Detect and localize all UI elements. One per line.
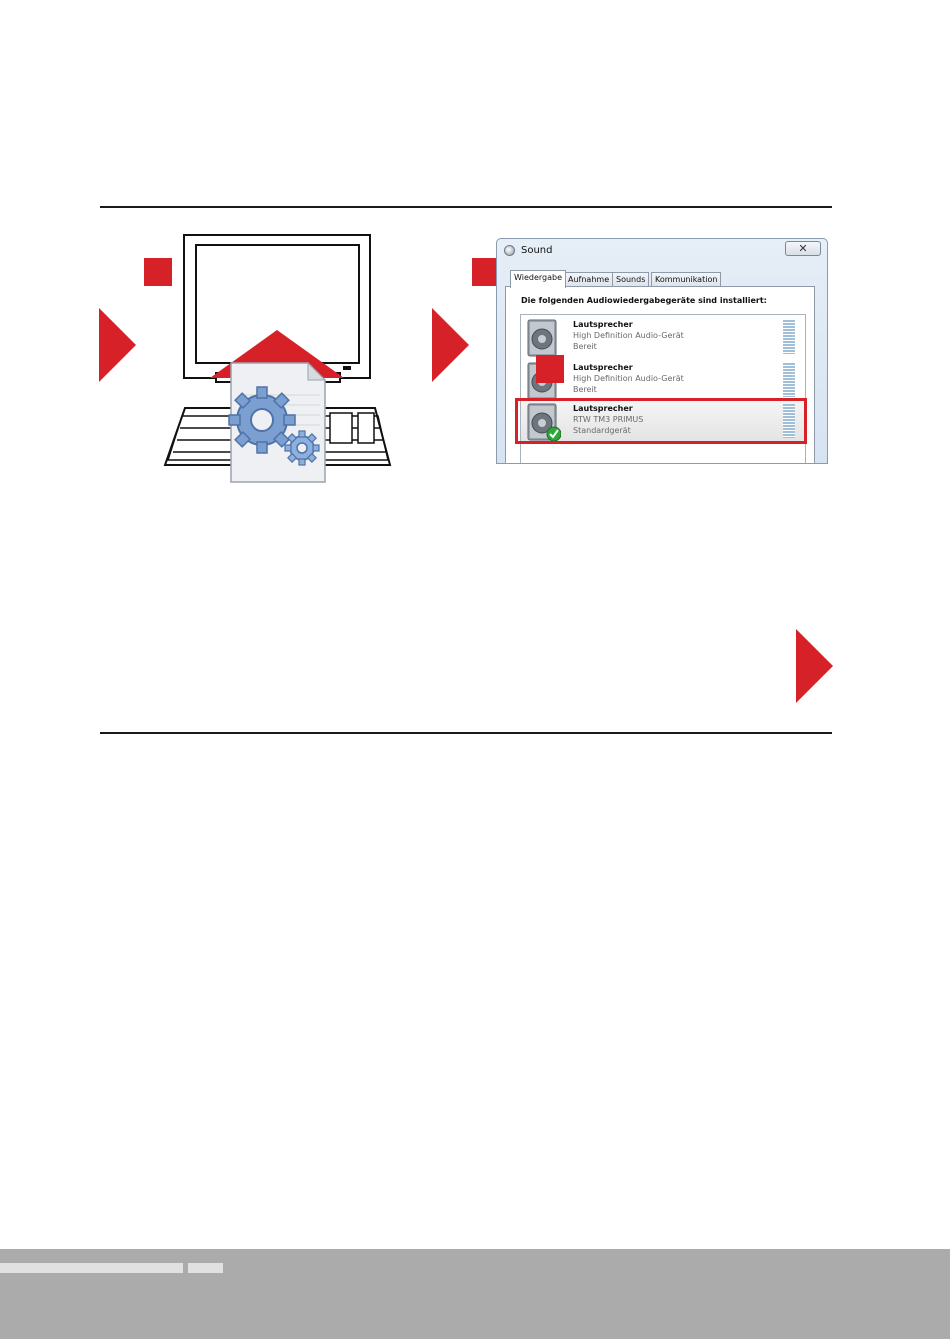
device-name: Lautsprecher bbox=[573, 404, 633, 413]
device-status: Bereit bbox=[573, 385, 597, 394]
selection-highlight bbox=[515, 398, 807, 444]
divider-bottom bbox=[100, 732, 832, 734]
tab-aufnahme[interactable]: Aufnahme bbox=[564, 272, 613, 286]
panel-heading: Die folgenden Audiowiedergabegeräte sind installiert: bbox=[521, 296, 767, 305]
divider-top bbox=[100, 206, 832, 208]
device-driver: High Definition Audio-Gerät bbox=[573, 374, 684, 383]
device-row[interactable] bbox=[521, 317, 805, 359]
device-name: Lautsprecher bbox=[573, 320, 633, 329]
computer-icon bbox=[160, 230, 395, 485]
device-status: Bereit bbox=[573, 342, 597, 351]
close-button[interactable]: ✕ bbox=[785, 241, 821, 256]
dialog-title: Sound bbox=[521, 245, 553, 256]
footer-bar bbox=[188, 1263, 223, 1273]
tab-wiedergabe[interactable]: Wiedergabe bbox=[510, 270, 566, 288]
device-status: Standardgerät bbox=[573, 426, 631, 435]
device-driver: High Definition Audio-Gerät bbox=[573, 331, 684, 340]
footer-band bbox=[0, 1249, 950, 1339]
volume-meter bbox=[783, 363, 795, 397]
arrow-right-icon bbox=[99, 308, 136, 382]
arrow-right-icon bbox=[432, 308, 469, 382]
speaker-icon bbox=[504, 245, 515, 256]
tab-sounds[interactable]: Sounds bbox=[612, 272, 649, 286]
device-driver: RTW TM3 PRIMUS bbox=[573, 415, 644, 424]
footer-bar bbox=[0, 1263, 183, 1273]
settings-file-icon bbox=[229, 363, 325, 482]
device-name: Lautsprecher bbox=[573, 363, 633, 372]
step-marker bbox=[536, 355, 564, 383]
tab-kommunikation[interactable]: Kommunikation bbox=[651, 272, 721, 286]
speaker-icon bbox=[525, 319, 561, 357]
arrow-right-icon bbox=[796, 629, 833, 703]
volume-meter bbox=[783, 320, 795, 354]
